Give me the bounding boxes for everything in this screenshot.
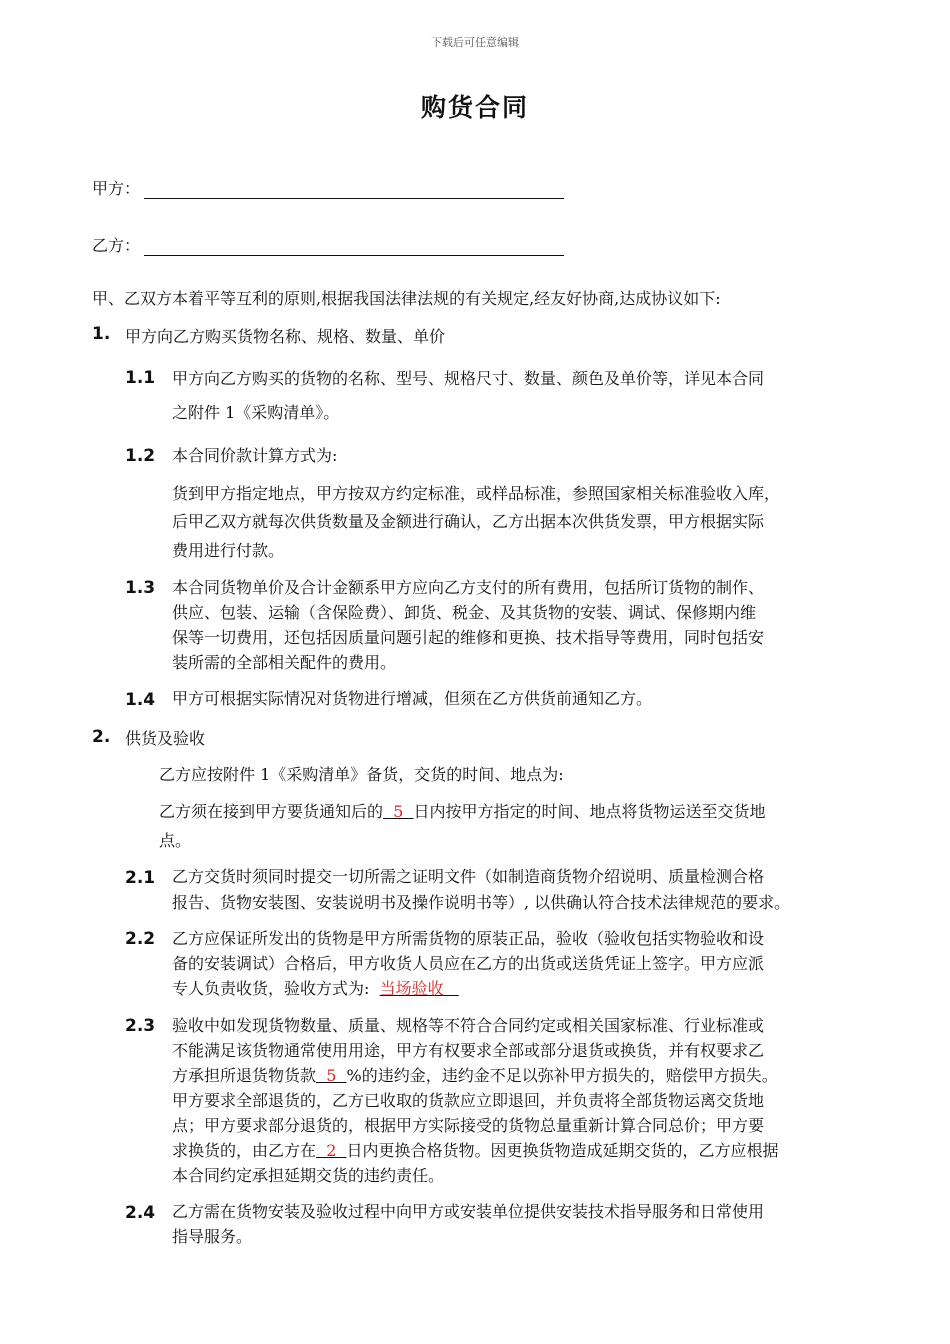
- clause-2-3-line: 验收中如发现货物数量、质量、规格等不符合合同约定或相关国家标准、行业标准或: [172, 1016, 765, 1035]
- clause-2-3-line: 甲方要求全部退货的，乙方已收取的货款应立即退回，并负责将全部货物运离交货地: [172, 1091, 765, 1110]
- party-a-blank: [144, 180, 564, 199]
- section-1-number: 1.: [92, 324, 111, 344]
- party-b-label: 乙方：: [92, 236, 141, 255]
- clause-1-1-line: 之附件 1《采购清单》。: [172, 403, 340, 422]
- party-b-blank: [144, 237, 564, 256]
- clause-2-3-line: 本合同约定承担延期交货的违约责任。: [172, 1166, 445, 1185]
- clause-2-4-number: 2.4: [125, 1203, 156, 1223]
- inspection-method-field: 当场验收: [379, 979, 444, 998]
- clause-1-3-line: 供应、包装、运输（含保险费）、卸货、税金、及其货物的安装、调试、保修期内维: [172, 603, 757, 622]
- clause-1-3-line: 保等一切费用，还包括因质量问题引起的维修和更换、技术指导等费用，同时包括安: [172, 628, 765, 647]
- party-b-row: [92, 233, 564, 256]
- section-1-title: 甲方向乙方购买货物名称、规格、数量、单价: [125, 327, 446, 346]
- section-2-paragraph: 点。: [159, 831, 192, 850]
- clause-2-1-line: 报告、货物安装图、安装说明书及操作说明书等）, 以供确认符合技术法律规范的要求。: [172, 893, 791, 912]
- clause-1-4-line: 甲方可根据实际情况对货物进行增减，但须在乙方供货前通知乙方。: [172, 689, 653, 708]
- clause-1-1-number: 1.1: [125, 368, 156, 388]
- delivery-days-field: 5: [383, 802, 414, 821]
- replacement-days-field: 2: [316, 1141, 347, 1160]
- clause-1-3-number: 1.3: [125, 578, 156, 598]
- clause-2-3-line: 点；甲方要求部分退货的，根据甲方实际接受的货物总量重新计算合同总价；甲方要: [172, 1116, 765, 1135]
- clause-2-2-line: 专人负责收货，验收方式为: 当场验收: [172, 979, 444, 998]
- clause-2-1-line: 乙方交货时须同时提交一切所需之证明文件（如制造商货物介绍说明、质量检测合格: [172, 867, 765, 886]
- clause-1-2-number: 1.2: [125, 446, 156, 466]
- section-2-title: 供货及验收: [125, 729, 206, 748]
- clause-2-4-line: 指导服务。: [172, 1227, 253, 1246]
- clause-2-3-line: 不能满足该货物通常使用用途，甲方有权要求全部或部分退货或换货，并有权要求乙: [172, 1041, 765, 1060]
- clause-1-3-line: 装所需的全部相关配件的费用。: [172, 653, 397, 672]
- clause-2-1-number: 2.1: [125, 868, 156, 888]
- section-2-number: 2.: [92, 727, 111, 747]
- section-2-paragraph: 乙方须在接到甲方要货通知后的 5 日内按甲方指定的时间、地点将货物运送至交货地: [159, 802, 766, 821]
- intro-paragraph: 甲、乙双方本着平等互利的原则,根据我国法律法规的有关规定,经友好协商,达成协议如下:: [92, 289, 721, 308]
- clause-2-4-line: 乙方需在货物安装及验收过程中向甲方或安装单位提供安装技术指导服务和日常使用: [172, 1202, 765, 1221]
- clause-2-3-line: 求换货的，由乙方在 2 日内更换合格货物。因更换货物造成延期交货的，乙方应根据: [172, 1141, 779, 1160]
- page-header: 下载后可任意编辑: [431, 36, 519, 49]
- clause-2-2-line: 乙方应保证所发出的货物是甲方所需货物的原装正品，验收（验收包括实物验收和设: [172, 929, 765, 948]
- section-2-paragraph: 乙方应按附件 1《采购清单》备货，交货的时间、地点为:: [159, 765, 564, 784]
- party-a-label: 甲方：: [92, 179, 141, 198]
- clause-1-2-line: 本合同价款计算方式为:: [172, 446, 338, 465]
- document-title: 购货合同: [420, 93, 529, 122]
- clause-1-1-line: 甲方向乙方购买的货物的名称、型号、规格尺寸、数量、颜色及单价等，详见本合同: [172, 369, 765, 388]
- clause-2-2-number: 2.2: [125, 929, 156, 949]
- clause-1-2-line: 后甲乙双方就每次供货数量及金额进行确认，乙方出据本次供货发票，甲方根据实际: [172, 512, 765, 531]
- clause-2-3-line: 方承担所退货物货款 5 %的违约金，违约金不足以弥补甲方损失的，赔偿甲方损失。: [172, 1066, 778, 1085]
- clause-2-3-number: 2.3: [125, 1016, 156, 1036]
- penalty-percent-field: 5: [316, 1066, 347, 1085]
- clause-1-3-line: 本合同货物单价及合计金额系甲方应向乙方支付的所有费用，包括所订货物的制作、: [172, 578, 765, 597]
- clause-2-2-line: 备的安装调试）合格后，甲方收货人员应在乙方的出货或送货凭证上签字。甲方应派: [172, 954, 765, 973]
- clause-1-4-number: 1.4: [125, 690, 156, 710]
- party-a-row: [92, 176, 564, 199]
- clause-1-2-line: 费用进行付款。: [172, 541, 285, 560]
- clause-1-2-line: 货到甲方指定地点，甲方按双方约定标准，或样品标准，参照国家相关标准验收入库，: [172, 484, 781, 503]
